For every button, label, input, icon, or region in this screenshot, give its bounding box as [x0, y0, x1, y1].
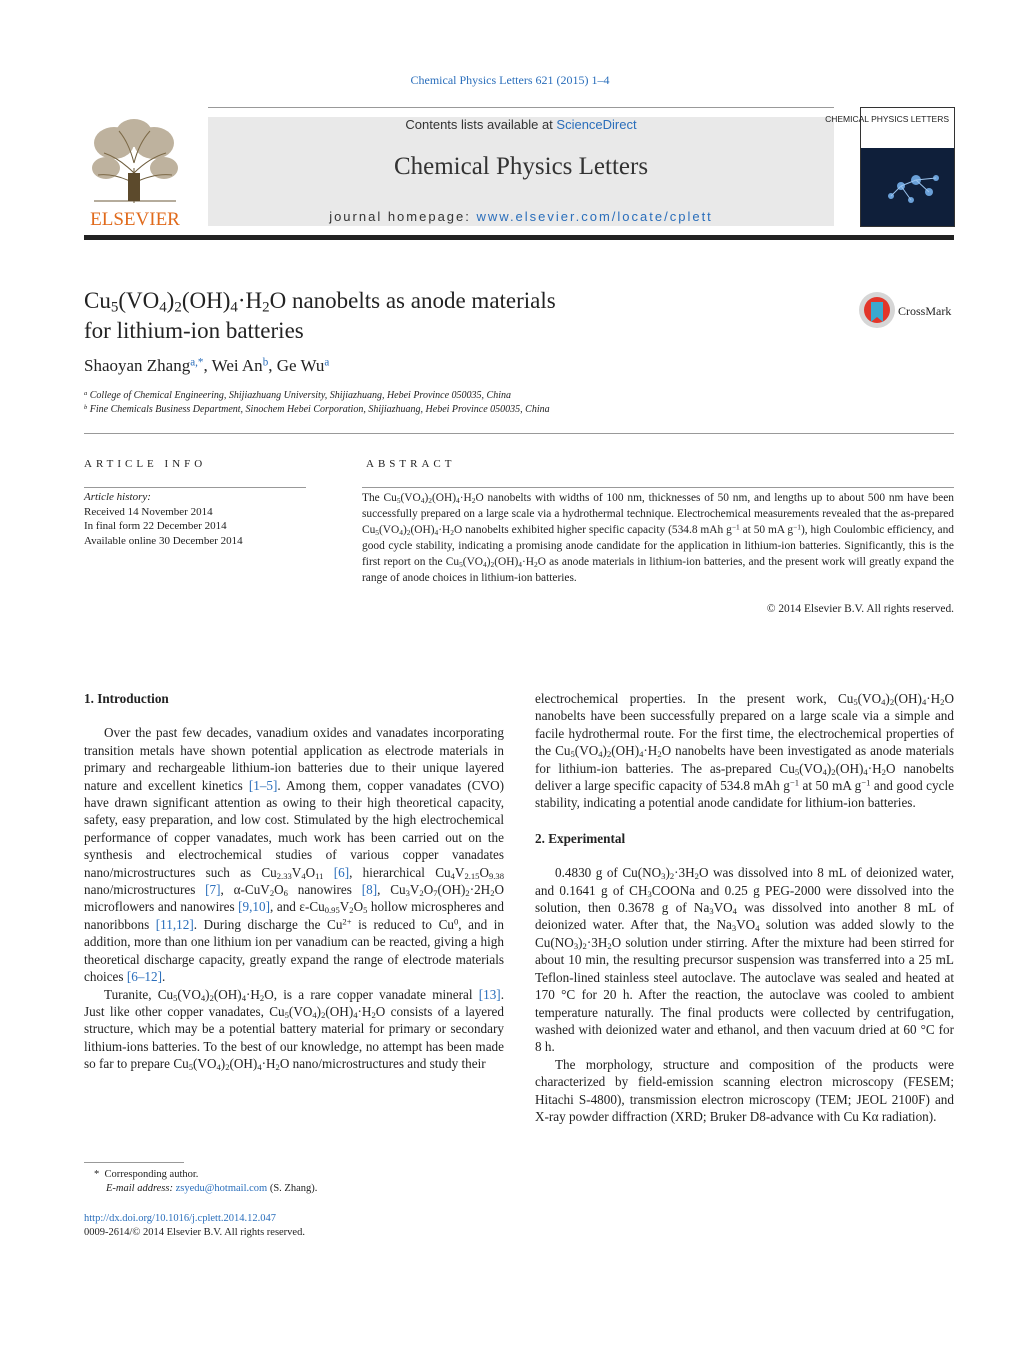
affiliation-mark: b — [84, 403, 88, 411]
email-label: E-mail address: — [106, 1183, 176, 1194]
article-title — [84, 286, 784, 346]
history-label: Article history: — [84, 491, 151, 503]
cover-title: CHEMICAL PHYSICS LETTERS — [825, 114, 949, 124]
intro-paragraph-continued: electrochemical properties. In the present work, $Cu_5(VO_4)_2(OH)_4\cdot H_2O$ nanobelts have been successfully prepared on a large scale via a simple and facile hydrothermal route. For the first time, the electrochemical properties of the $Cu_5(VO_4)_2(OH)_4\cdot H_2O$ nanobelts have been investigated as anode materials for lithium-ion batteries. The as-prepared $Cu_5(VO_4)_2(OH)_4\cdot H_2O$ nanobelts deliver a large specific capacity of 534.8 mAh $g^{-1}$ at 50 mA $g^{-1}$ and good cycle stability, indicating a potential anode candidate for lithium-ion batteries. — [535, 691, 955, 811]
body-column-left — [84, 690, 504, 1073]
experimental-paragraph: The morphology, structure and composition of the products were characterized by field-emission scanning electron microscopy (FESEM; Hitachi S-4800), transmission electron microscopy (TEM; JEOL 2100F) and X-ray powder diffraction (XRD; Bruker D8-advance with Cu Kα radiation). — [535, 1056, 954, 1124]
title-line1-text: nanobelts as anode materials — [286, 288, 556, 313]
footnote-rule — [84, 1162, 184, 1163]
history-online: Available online 30 December 2014 — [84, 534, 243, 547]
doi-link[interactable]: http://dx.doi.org/10.1016/j.cplett.2014.12.047 — [84, 1213, 277, 1224]
title-line2: for lithium-ion batteries — [84, 318, 304, 343]
article-info-rule — [84, 487, 306, 488]
author-affiliation-mark[interactable]: a,* — [190, 356, 204, 369]
history-final-form: In final form 22 December 2014 — [84, 520, 227, 532]
author-name[interactable]: Wei An — [211, 356, 263, 375]
contents-line — [208, 117, 834, 132]
intro-paragraph: Turanite, $Cu_5(VO_4)_2(OH)_4\cdot H_2O$, is a rare copper vanadate mineral [13]. Just like other copper vanadates, $Cu_5(VO_4)_2(OH)_4\cdot H_2O$ consists of a layered structure, which may be a potential battery material for primary or secondary lithium-ions batteries. To the best of our knowledge, no attempt has been made so far to prepare $Cu_5(VO_4)_2(OH)_4\cdot H_2O$ nano/microstructures and study their — [84, 986, 504, 1073]
journal-citation[interactable]: Chemical Physics Letters 621 (2015) 1–4 — [410, 73, 610, 87]
corresponding-author-note: * Corresponding author. — [94, 1169, 199, 1180]
elsevier-wordmark: ELSEVIER — [90, 209, 180, 230]
article-info-heading: ARTICLE INFO — [84, 458, 207, 470]
section-title-experimental: 2. Experimental — [535, 830, 626, 846]
abstract-heading: ABSTRACT — [366, 458, 456, 470]
author-name[interactable]: Shaoyan Zhang — [84, 356, 191, 375]
journal-name: Chemical Physics Letters — [393, 153, 649, 180]
affiliation-b — [84, 404, 550, 415]
abstract-body: The $Cu_5(VO_4)_2(OH)_4\cdot H_2O$ nanobelts with widths of 100 nm, thicknesses of 50 nm, and lengths up to about 500 nm have been successfully prepared on a large scale via a hydrothermal technique. Electrochemical measurements revealed that the as-prepared $Cu_5(VO_4)_2(OH)_4\cdot H_2O$ nanobelts exhibited higher specific capacity (534.8 mAh $g^{-1}$ at 50 mA $g^{-1}$), high Coulombic efficiency, and good cycle stability, indicating a promising anode candidate for the application in lithium-ion batteries. Significantly, this is the first report on the $Cu_5(VO_4)_2(OH)_4\cdot H_2O$ as anode materials in lithium-ion batteries, and the present work will greatly expand the range of anode choices in lithium-ion batteries. — [362, 492, 954, 584]
author-affiliation-mark[interactable]: b — [262, 356, 269, 369]
abstract-rule — [362, 487, 954, 488]
header-divider — [208, 107, 834, 108]
elsevier-logo[interactable] — [84, 113, 186, 231]
article-history — [84, 490, 243, 548]
section-title-introduction: 1. Introduction — [84, 691, 169, 706]
email-note — [106, 1182, 317, 1196]
crossmark-icon — [858, 290, 958, 330]
email-owner: (S. Zhang). — [267, 1183, 318, 1194]
affiliation-divider — [84, 433, 954, 434]
body-column-right — [535, 690, 954, 1125]
abstract-copyright: © 2014 Elsevier B.V. All rights reserved. — [766, 603, 954, 615]
issn-line: 0009-2614/© 2014 Elsevier B.V. All rights reserved. — [84, 1227, 305, 1238]
homepage-link[interactable]: www.elsevier.com/locate/cplett — [476, 209, 713, 224]
title-formula: $Cu_5(VO_4)_2(OH)_4\cdot H_2O$ — [84, 288, 287, 316]
header-thick-rule — [84, 235, 954, 240]
affiliation-text: College of Chemical Engineering, Shijiazhuang University, Shijiazhuang, Hebei Province 050035, China — [89, 390, 511, 401]
sciencedirect-link[interactable]: ScienceDirect — [556, 117, 637, 132]
history-received: Received 14 November 2014 — [84, 505, 213, 518]
journal-cover[interactable] — [825, 107, 955, 227]
affiliation-text: Fine Chemicals Business Department, Sinochem Hebei Corporation, Shijiazhuang, Hebei Province 050035, China — [89, 404, 550, 415]
author-list: Shaoyan Zhang$^{a,*}$, Wei An$^b$, Ge Wu$^a$ — [84, 356, 330, 375]
journal-homepage — [208, 209, 834, 224]
journal-cover-image — [825, 108, 954, 226]
elsevier-tree-icon — [84, 113, 186, 231]
affiliation-a — [84, 390, 511, 401]
author-affiliation-mark[interactable]: a — [324, 356, 330, 369]
corresponding-label: Corresponding author. — [104, 1169, 199, 1180]
email-link[interactable]: zsyedu@hotmail.com — [175, 1183, 268, 1194]
homepage-prefix: journal homepage: — [329, 209, 477, 224]
intro-paragraph: Over the past few decades, vanadium oxides and vanadates incorporating transition metals have shown potential application as electrode materials in primary and rechargeable lithium-ion batteries due to their unique layered nature and excellent kinetics [1–5]. Among them, copper vanadates (CVO) have drawn significant attention as owing to their high theoretical capacity, safety, easy preparation, and low cost. Stimulated by the high electrochemical performance of copper vanadates, much work has been carried out on the synthesis and electrochemical studies of various copper vanadates nano/microstructures such as $Cu_{2.33}V_4O_{11}$ [6], hierarchical $Cu_4V_{2.15}O_{9.38}$ nano/microstructures [7], $\alpha-CuV_2O_6$ nanowires [8], $Cu_3V_2O_7(OH)_2\cdot 2H_2O$ microflowers and nanowires [9,10], and $\varepsilon-Cu_{0.95}V_2O_5$ hollow microspheres and nanoribbons [11,12]. During discharge the $Cu^{2+}$ is reduced to Cu$^0$, and in addition, more than one lithium ion per vanadium can be reacted, giving a high theoretical discharge capacity, greatly expand the range of electrode materials choices [6–12]. — [84, 725, 505, 985]
author-name[interactable]: Ge Wu — [276, 356, 325, 375]
crossmark-badge[interactable] — [858, 290, 958, 330]
crossmark-label: CrossMark — [898, 304, 952, 318]
contents-prefix: Contents lists available at — [405, 117, 557, 132]
experimental-paragraph: 0.4830 g of $Cu(NO_3)_2\cdot 3H_2O$ was dissolved into 8 mL of deionized water, and 0.1641 g of $CH_3COONa$ and 0.25 g PEG-2000 were dissolved into the solution, then 0.3678 g of $Na_3VO_4$ was dissolved into another 8 mL of deionized water. After that, the $Na_3VO_4$ solution was added slowly to the $Cu(NO_3)_2\cdot 3H_2O$ solution under stirring. After the mixture had been stirred for about 10 min, the resulting precursor suspension was transferred into a 25 mL Teflon-lined stainless steel autoclave. The autoclave was sealed and heated at 170 °C for 20 h. After the reaction, the autoclave was cooled to ambient temperature naturally. The final products were collected by centrifugation, washed with deionized water and ethanol, and then vacuum dried at 60 °C for 8 h. — [535, 865, 954, 1055]
affiliation-mark: a — [84, 389, 88, 397]
